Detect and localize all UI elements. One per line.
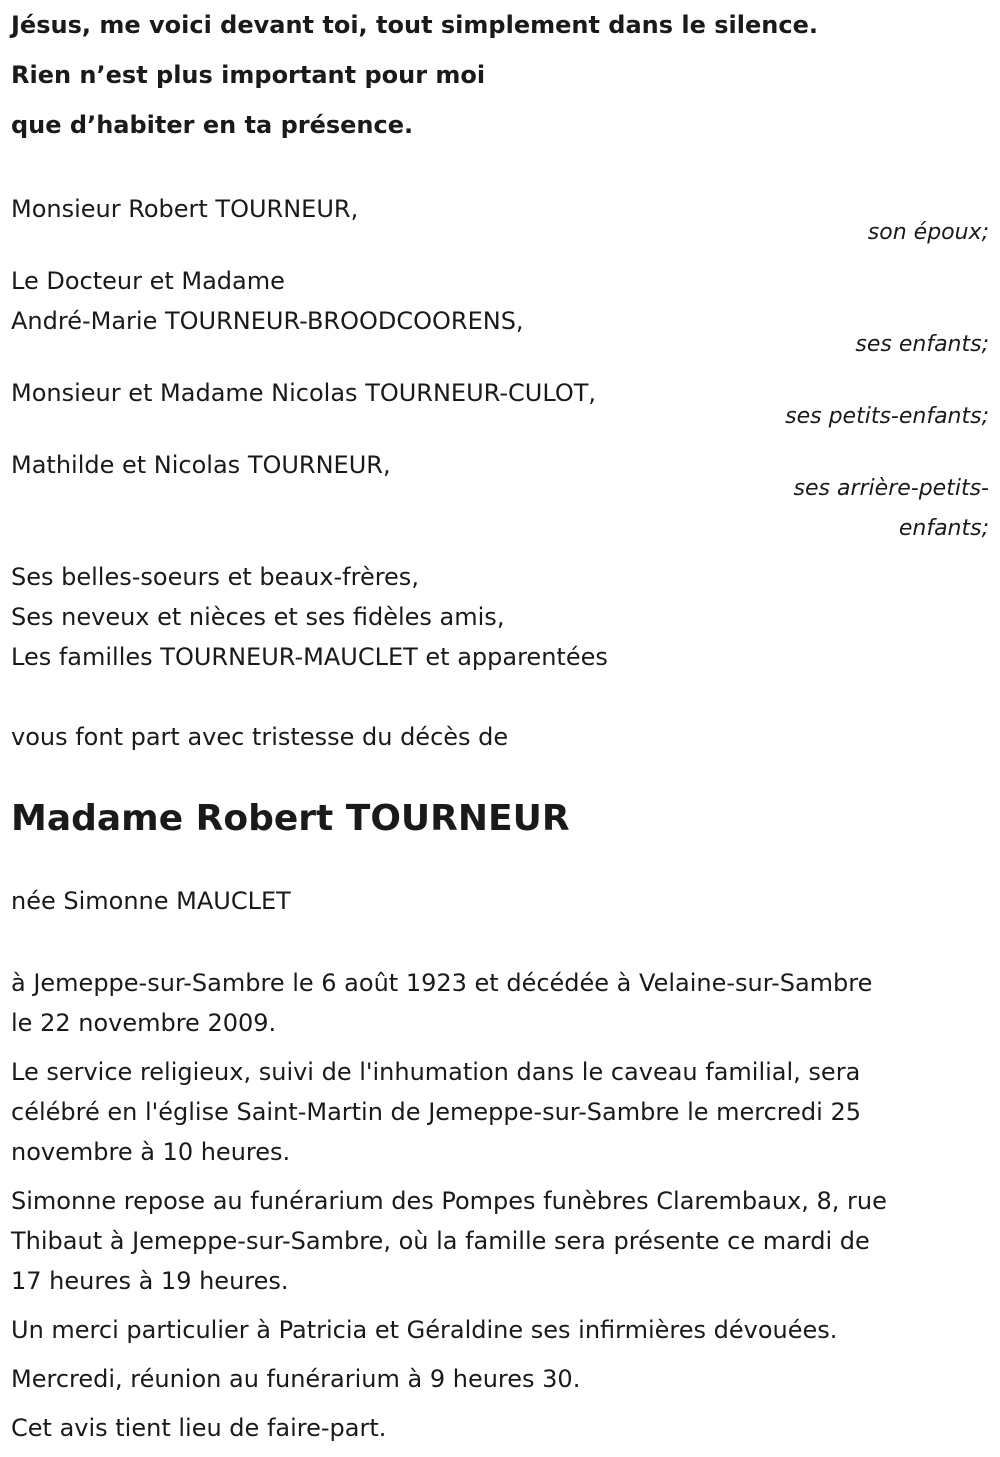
great-grandchildren-relation-line-1: ses arrière-petits- xyxy=(793,476,989,501)
family-list xyxy=(11,189,991,677)
birth-death-paragraph xyxy=(11,963,991,1043)
grandchildren-name: Monsieur et Madame Nicolas TOURNEUR-CULOT, xyxy=(11,379,597,407)
great-grandchildren-relation xyxy=(759,469,991,549)
service-line-1: Le service religieux, suivi de l'inhumation dans le caveau familial, sera xyxy=(11,1058,861,1086)
children-name-line-1: Le Docteur et Madame xyxy=(11,267,285,295)
birth-name: née Simonne MAUCLET xyxy=(11,887,291,915)
birth-death-line-1: à Jemeppe-sur-Sambre le 6 août 1923 et décédée à Velaine-sur-Sambre xyxy=(11,969,873,997)
children-name-line-2: André-Marie TOURNEUR-BROODCOORENS, xyxy=(11,307,524,335)
rest-paragraph xyxy=(11,1181,991,1301)
quote-line-1: Jésus, me voici devant toi, tout simplement dans le silence. xyxy=(11,11,818,39)
service-paragraph xyxy=(11,1052,991,1172)
quote-line-3: que d’habiter en ta présence. xyxy=(11,111,414,139)
other-relatives-line-2: Ses neveux et nièces et ses fidèles amis, xyxy=(11,603,505,631)
service-line-2: célébré en l'église Saint-Martin de Jemeppe-sur-Sambre le mercredi 25 xyxy=(11,1098,861,1126)
thanks-paragraph: Un merci particulier à Patricia et Géraldine ses infirmières dévouées. xyxy=(11,1316,838,1344)
grandchildren-relation: ses petits-enfants; xyxy=(785,404,989,429)
obituary-notice xyxy=(11,0,991,1457)
meeting-paragraph: Mercredi, réunion au funérarium à 9 heures 30. xyxy=(11,1365,581,1393)
children-relation: ses enfants; xyxy=(855,332,989,357)
spouse-relation: son époux; xyxy=(867,220,989,245)
funeral-details xyxy=(11,963,991,1448)
notice-paragraph: Cet avis tient lieu de faire-part. xyxy=(11,1414,387,1442)
quote-line-2: Rien n’est plus important pour moi xyxy=(11,61,486,89)
family-group-great-grandchildren xyxy=(11,445,991,549)
announcement-text: vous font part avec tristesse du décès de xyxy=(11,723,509,751)
other-relatives xyxy=(11,557,991,677)
other-relatives-line-1: Ses belles-soeurs et beaux-frères, xyxy=(11,563,419,591)
great-grandchildren-relation-line-2: enfants; xyxy=(898,516,989,541)
prayer-quote xyxy=(11,0,991,150)
spouse-name: Monsieur Robert TOURNEUR, xyxy=(11,195,359,223)
service-line-3: novembre à 10 heures. xyxy=(11,1138,291,1166)
family-group-grandchildren xyxy=(11,373,991,437)
rest-line-2: Thibaut à Jemeppe-sur-Sambre, où la famille sera présente ce mardi de xyxy=(11,1227,870,1255)
family-group-children xyxy=(11,261,991,365)
rest-line-3: 17 heures à 19 heures. xyxy=(11,1267,289,1295)
rest-line-1: Simonne repose au funérarium des Pompes funèbres Clarembaux, 8, rue xyxy=(11,1187,887,1215)
deceased-name: Madame Robert TOURNEUR xyxy=(11,798,570,839)
birth-death-line-2: le 22 novembre 2009. xyxy=(11,1009,277,1037)
family-group-spouse xyxy=(11,189,991,253)
other-relatives-line-3: Les familles TOURNEUR-MAUCLET et apparentées xyxy=(11,643,608,671)
great-grandchildren-name: Mathilde et Nicolas TOURNEUR, xyxy=(11,451,391,479)
